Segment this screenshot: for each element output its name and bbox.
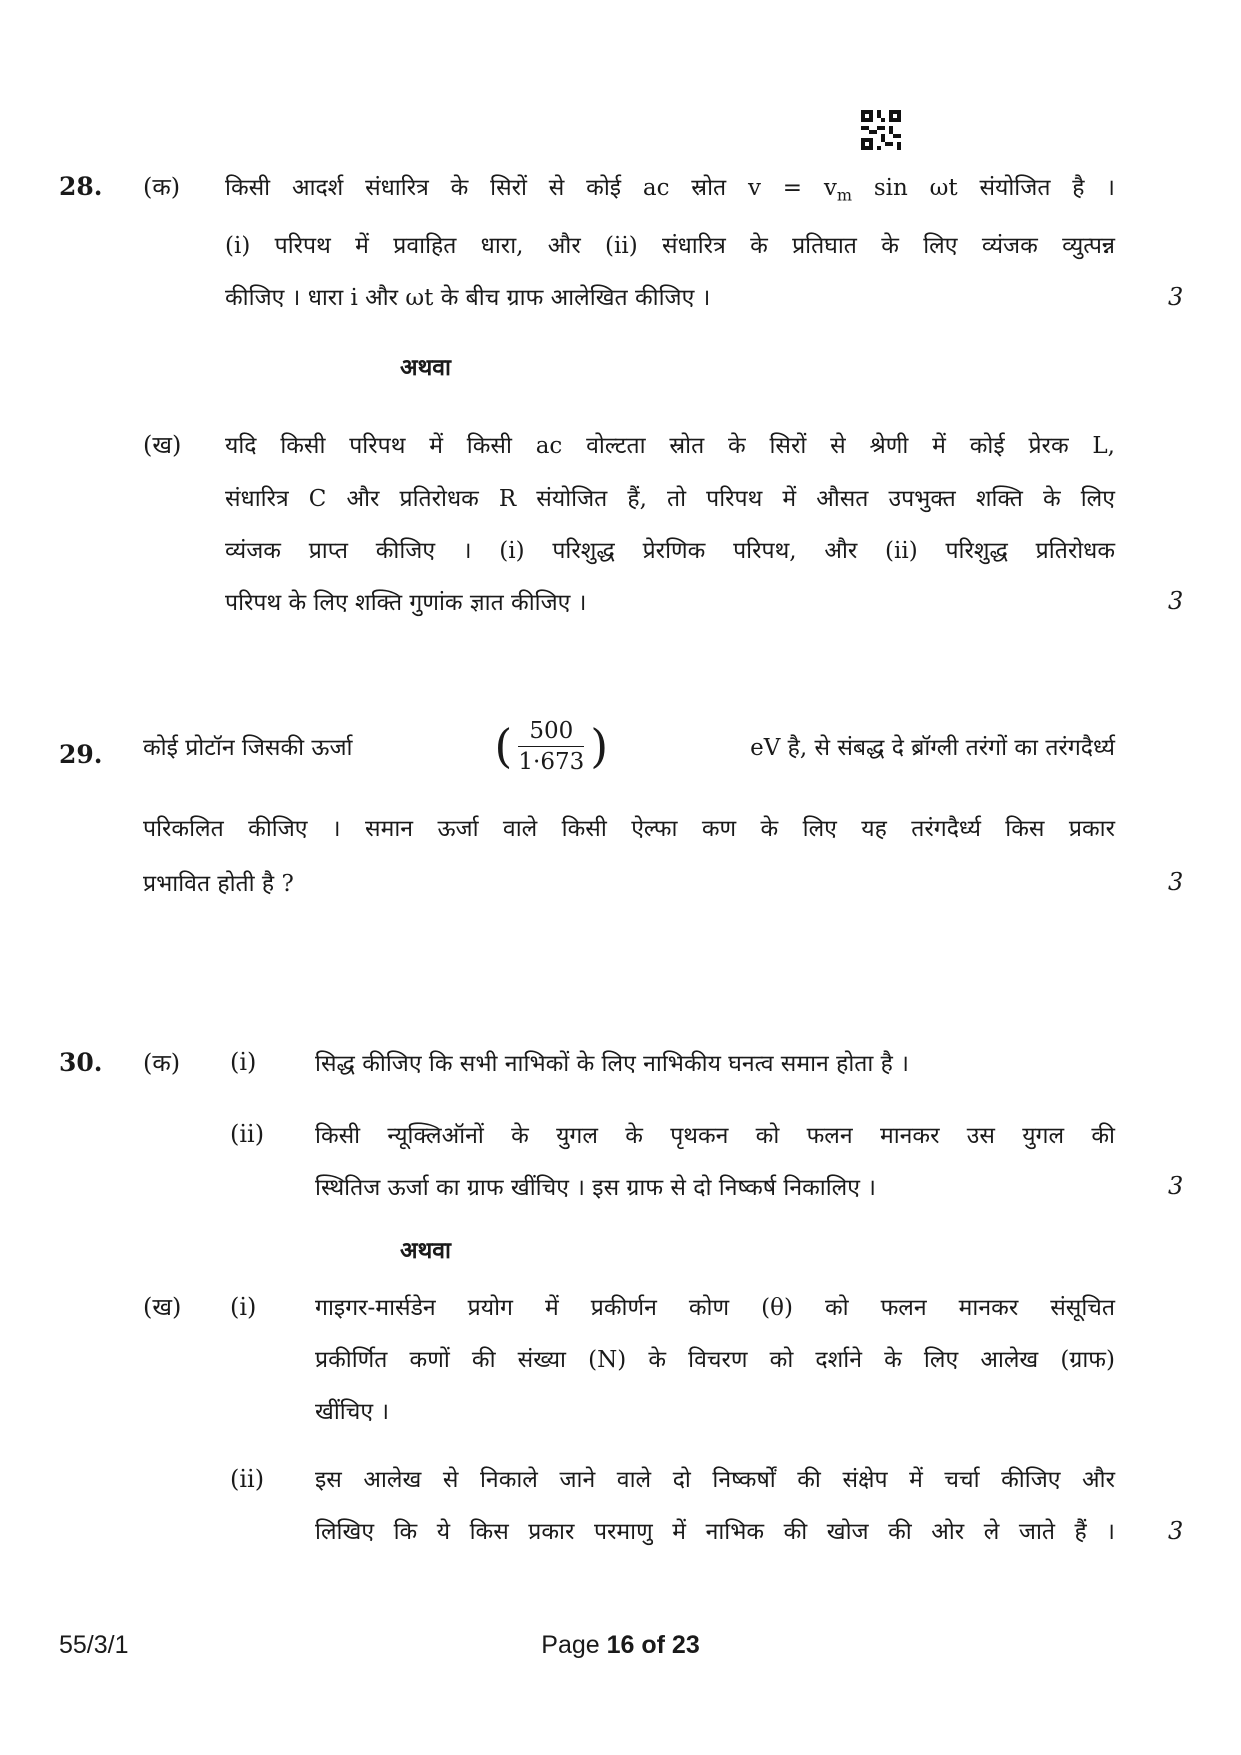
q30-b-ii-line-1: इस आलेख से निकाले जाने वाले दो निष्कर्षों की संक्षेप में चर्चा कीजिए और <box>315 1467 1115 1493</box>
q30-b-i-line-1: गाइगर-मार्सडेन प्रयोग में प्रकीर्णन कोण (θ) को फलन मानकर संसूचित <box>315 1295 1115 1321</box>
q30-b-ii-line-2: लिखिए कि ये किस प्रकार परमाणु में नाभिक की खोज की ओर ले जाते हैं । <box>315 1519 1115 1545</box>
question-number-30: 30. <box>59 1048 103 1077</box>
qr-code-icon <box>861 110 901 150</box>
q28-a-line-3: कीजिए । धारा i और ωt के बीच ग्राफ आलेखित कीजिए । <box>225 285 711 311</box>
q30-b-i-line-2: प्रकीर्णित कणों की संख्या (N) के विचरण को दर्शाने के लिए आलेख (ग्राफ) <box>315 1347 1115 1373</box>
q30-or-label: अथवा <box>400 1237 452 1264</box>
q30-a-i-line-1: सिद्ध कीजिए कि सभी नाभिकों के लिए नाभिकीय घनत्व समान होता है । <box>315 1051 909 1077</box>
energy-fraction: $\frac{500}{1\cdot 673}$ <box>518 717 585 775</box>
q29-marks: 3 <box>1168 868 1184 896</box>
q28-b-line-3: व्यंजक प्राप्त कीजिए । (i) परिशुद्ध प्रेरणिक परिपथ, और (ii) परिशुद्ध प्रतिरोधक <box>225 538 1115 564</box>
q28-a-line-2: (i) परिपथ में प्रवाहित धारा, और (ii) संधारित्र के प्रतिघात के लिए व्यंजक व्युत्पन्न <box>225 233 1115 259</box>
q30-a-i-label: (i) <box>230 1048 257 1076</box>
q28-b-line-1: यदि किसी परिपथ में किसी ac वोल्टता स्रोत के सिरों से श्रेणी में कोई प्रेरक L, <box>225 433 1115 459</box>
q28-part-a-label: (क) <box>143 173 181 201</box>
q30-a-ii-label: (ii) <box>230 1120 265 1148</box>
q29-line-3: प्रभावित होती है ? <box>143 871 294 897</box>
question-number-29: 29. <box>59 740 103 769</box>
q30-part-b-label: (ख) <box>143 1293 182 1321</box>
q29-line-2: परिकलित कीजिए । समान ऊर्जा वाले किसी ऐल्फा कण के लिए यह तरंगदैर्ध्य किस प्रकार <box>143 816 1115 842</box>
q30-b-marks: 3 <box>1168 1517 1184 1545</box>
question-number-28: 28. <box>59 172 103 201</box>
page-indicator: Page 16 of 23 <box>541 1631 700 1659</box>
q30-a-marks: 3 <box>1168 1172 1184 1200</box>
q28-part-b-label: (ख) <box>143 431 182 459</box>
q29-line-1: कोई प्रोटॉन जिसकी ऊर्जा ( $\frac{500}{1\cdot 673}$ ) eV है, से संबद्ध दे ब्रॉग्ली तरंगों का तरंगदैर्ध्य <box>143 717 1115 775</box>
q28-b-line-4: परिपथ के लिए शक्ति गुणांक ज्ञात कीजिए । <box>225 590 587 616</box>
q30-b-ii-label: (ii) <box>230 1465 265 1493</box>
q30-a-ii-line-1: किसी न्यूक्लिऑनों के युगल के पृथकन को फलन मानकर उस युगल की <box>315 1123 1115 1149</box>
q28-b-line-2: संधारित्र C और प्रतिरोधक R संयोजित हैं, तो परिपथ में औसत उपभुक्त शक्ति के लिए <box>225 486 1115 512</box>
q30-b-i-label: (i) <box>230 1293 257 1321</box>
q30-b-i-line-3: खींचिए । <box>315 1399 390 1425</box>
q28-a-line-1: किसी आदर्श संधारित्र के सिरों से कोई ac स्रोत $v = v_m$ sin ωt संयोजित है । <box>225 175 1116 205</box>
q28-b-marks: 3 <box>1168 587 1184 615</box>
paper-code: 55/3/1 <box>59 1631 129 1659</box>
q28-or-label: अथवा <box>400 354 452 381</box>
q28-a-marks: 3 <box>1168 283 1184 311</box>
q30-part-a-label: (क) <box>143 1049 181 1077</box>
q30-a-ii-line-2: स्थितिज ऊर्जा का ग्राफ खींचिए । इस ग्राफ से दो निष्कर्ष निकालिए । <box>315 1175 877 1201</box>
